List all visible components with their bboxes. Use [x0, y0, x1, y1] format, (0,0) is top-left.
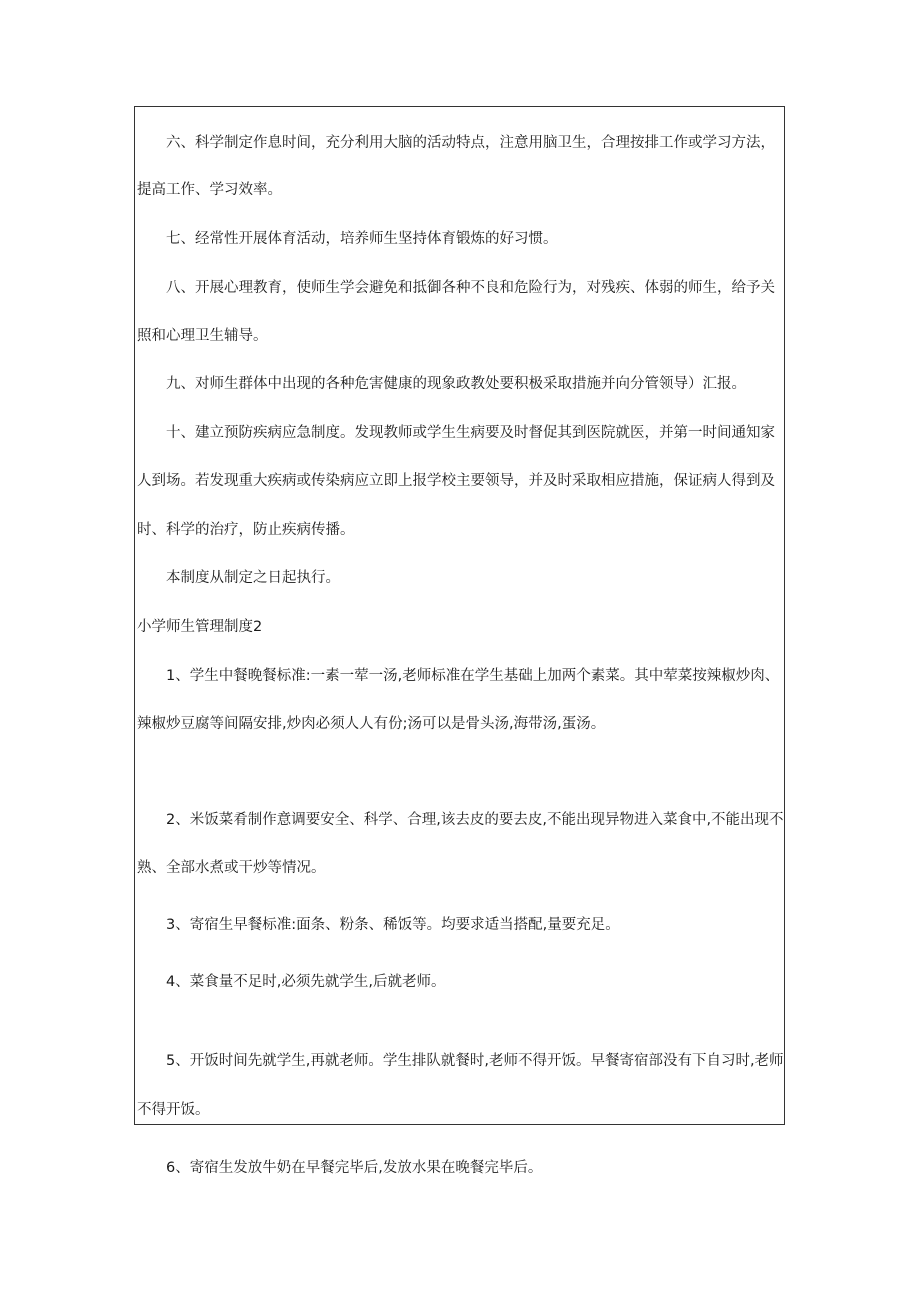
paragraph-line: 九、对师生群体中出现的各种危害健康的现象政教处要积极采取措施并向分管领导）汇报。	[166, 376, 746, 392]
paragraph-line: 六、科学制定作息时间，充分利用大脑的活动特点，注意用脑卫生，合理按排工作或学习方法，	[166, 135, 775, 151]
paragraph-line: 七、经常性开展体育活动，培养师生坚持体育锻炼的好习惯。	[166, 231, 558, 247]
paragraph-line: 熟、全部水煮或干炒等情况。	[137, 860, 326, 876]
paragraph-line: 时、科学的治疗，防止疾病传播。	[137, 522, 355, 538]
paragraph-line: 1、学生中餐晚餐标准:一素一荤一汤,老师标准在学生基础上加两个素菜。其中荤菜按辣椒炒肉、	[166, 668, 780, 684]
paragraph-line: 不得开饭。	[137, 1102, 210, 1118]
paragraph-line: 5、开饭时间先就学生,再就老师。学生排队就餐时,老师不得开饭。早餐寄宿部没有下自习时,老师	[166, 1053, 784, 1069]
paragraph-line: 2、米饭菜肴制作意调要安全、科学、合理,该去皮的要去皮,不能出现异物进入菜食中,不能出现不	[166, 812, 784, 828]
paragraph-line: 辣椒炒豆腐等间隔安排,炒肉必须人人有份;汤可以是骨头汤,海带汤,蛋汤。	[137, 716, 606, 732]
paragraph-line: 八、开展心理教育，使师生学会避免和抵御各种不良和危险行为，对残疾、体弱的师生，给予关	[166, 280, 775, 296]
section-heading: 小学师生管理制度2	[137, 619, 263, 635]
paragraph-line: 4、菜食量不足时,必须先就学生,后就老师。	[166, 974, 446, 990]
paragraph-line: 本制度从制定之日起执行。	[166, 570, 340, 586]
paragraph-line: 3、寄宿生早餐标准:面条、粉条、稀饭等。均要求适当搭配,量要充足。	[166, 917, 620, 933]
paragraph-line: 照和心理卫生辅导。	[137, 328, 268, 344]
paragraph-line: 6、寄宿生发放牛奶在早餐完毕后,发放水果在晚餐完毕后。	[166, 1160, 543, 1176]
paragraph-line: 提高工作、学习效率。	[137, 182, 282, 198]
paragraph-line: 十、建立预防疾病应急制度。发现教师或学生生病要及时督促其到医院就医，并第一时间通知家	[166, 425, 775, 441]
paragraph-line: 人到场。若发现重大疾病或传染病应立即上报学校主要领导，并及时采取相应措施，保证病人得到及	[137, 473, 775, 489]
